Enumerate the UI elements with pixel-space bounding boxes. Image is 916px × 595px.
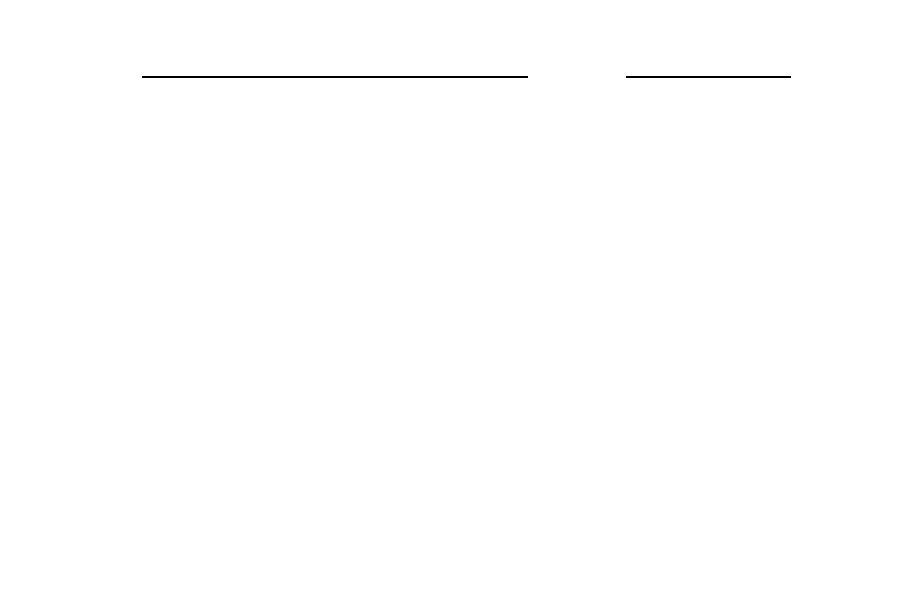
title-underline <box>142 76 528 78</box>
date <box>626 50 791 76</box>
page-title <box>140 47 530 75</box>
date-underline <box>626 76 791 78</box>
